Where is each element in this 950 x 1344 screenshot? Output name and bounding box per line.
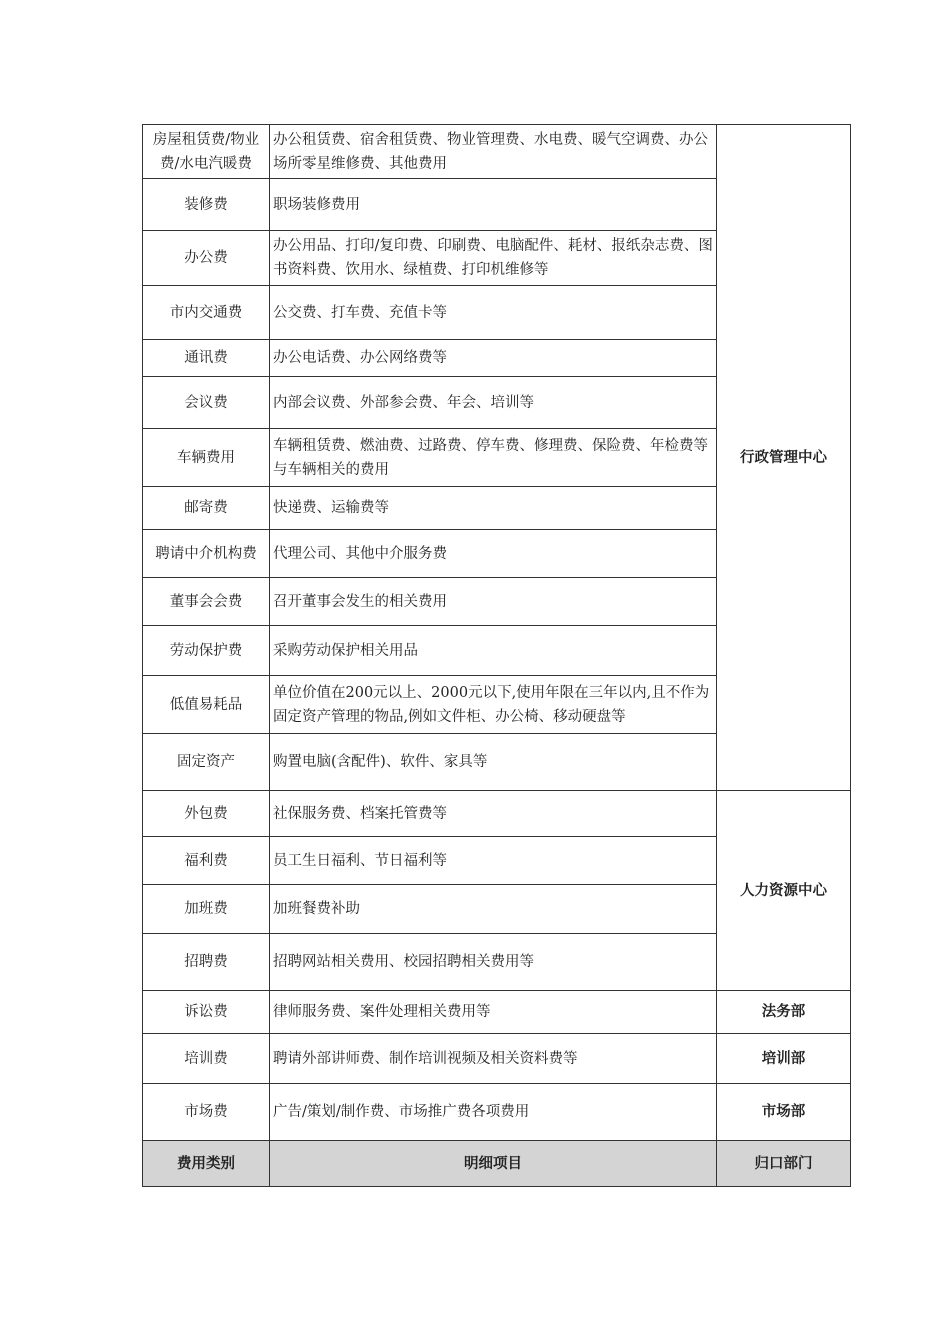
detail-cell: 聘请外部讲师费、制作培训视频及相关资料费等 bbox=[270, 1034, 717, 1084]
category-cell: 外包费 bbox=[143, 791, 270, 837]
detail-cell: 职场装修费用 bbox=[270, 179, 717, 231]
category-cell: 聘请中介机构费 bbox=[143, 530, 270, 578]
category-cell: 邮寄费 bbox=[143, 487, 270, 530]
department-cell-marketing: 市场部 bbox=[717, 1084, 851, 1141]
category-cell: 通讯费 bbox=[143, 340, 270, 377]
detail-cell: 律师服务费、案件处理相关费用等 bbox=[270, 991, 717, 1034]
header-department: 归口部门 bbox=[717, 1141, 851, 1187]
detail-cell: 加班餐费补助 bbox=[270, 885, 717, 934]
category-cell: 车辆费用 bbox=[143, 429, 270, 487]
detail-cell: 招聘网站相关费用、校园招聘相关费用等 bbox=[270, 934, 717, 991]
detail-cell: 员工生日福利、节日福利等 bbox=[270, 837, 717, 885]
department-cell-hr: 人力资源中心 bbox=[717, 791, 851, 991]
detail-cell: 单位价值在200元以上、2000元以下,使用年限在三年以内,且不作为固定资产管理的物品,例如文件柜、办公椅、移动硬盘等 bbox=[270, 676, 717, 734]
detail-cell: 办公租赁费、宿舍租赁费、物业管理费、水电费、暖气空调费、办公场所零星维修费、其他费用 bbox=[270, 125, 717, 179]
table-header-row bbox=[143, 1141, 851, 1187]
category-cell: 市场费 bbox=[143, 1084, 270, 1141]
detail-cell: 车辆租赁费、燃油费、过路费、停车费、修理费、保险费、年检费等与车辆相关的费用 bbox=[270, 429, 717, 487]
category-cell: 劳动保护费 bbox=[143, 626, 270, 676]
category-cell: 加班费 bbox=[143, 885, 270, 934]
detail-cell: 公交费、打车费、充值卡等 bbox=[270, 286, 717, 340]
category-cell: 诉讼费 bbox=[143, 991, 270, 1034]
detail-cell: 办公电话费、办公网络费等 bbox=[270, 340, 717, 377]
detail-cell: 采购劳动保护相关用品 bbox=[270, 626, 717, 676]
detail-cell: 广告/策划/制作费、市场推广费各项费用 bbox=[270, 1084, 717, 1141]
category-cell: 招聘费 bbox=[143, 934, 270, 991]
header-detail: 明细项目 bbox=[270, 1141, 717, 1187]
department-cell-legal: 法务部 bbox=[717, 991, 851, 1034]
category-cell: 房屋租赁费/物业费/水电汽暖费 bbox=[143, 125, 270, 179]
category-cell: 福利费 bbox=[143, 837, 270, 885]
department-cell-training: 培训部 bbox=[717, 1034, 851, 1084]
detail-cell: 快递费、运输费等 bbox=[270, 487, 717, 530]
table-row bbox=[143, 991, 851, 1034]
detail-cell: 召开董事会发生的相关费用 bbox=[270, 578, 717, 626]
category-cell: 固定资产 bbox=[143, 734, 270, 791]
category-cell: 培训费 bbox=[143, 1034, 270, 1084]
category-cell: 董事会会费 bbox=[143, 578, 270, 626]
detail-cell: 内部会议费、外部参会费、年会、培训等 bbox=[270, 377, 717, 429]
table-row bbox=[143, 125, 851, 179]
table-row bbox=[143, 1034, 851, 1084]
category-cell: 办公费 bbox=[143, 231, 270, 286]
department-cell-admin: 行政管理中心 bbox=[717, 125, 851, 791]
detail-cell: 购置电脑(含配件)、软件、家具等 bbox=[270, 734, 717, 791]
detail-cell: 办公用品、打印/复印费、印刷费、电脑配件、耗材、报纸杂志费、图书资料费、饮用水、绿植费、打印机维修等 bbox=[270, 231, 717, 286]
table-row bbox=[143, 1084, 851, 1141]
detail-cell: 代理公司、其他中介服务费 bbox=[270, 530, 717, 578]
detail-cell: 社保服务费、档案托管费等 bbox=[270, 791, 717, 837]
header-category: 费用类别 bbox=[143, 1141, 270, 1187]
expense-category-table bbox=[142, 124, 851, 1187]
category-cell: 低值易耗品 bbox=[143, 676, 270, 734]
category-cell: 会议费 bbox=[143, 377, 270, 429]
category-cell: 市内交通费 bbox=[143, 286, 270, 340]
category-cell: 装修费 bbox=[143, 179, 270, 231]
table-row bbox=[143, 791, 851, 837]
